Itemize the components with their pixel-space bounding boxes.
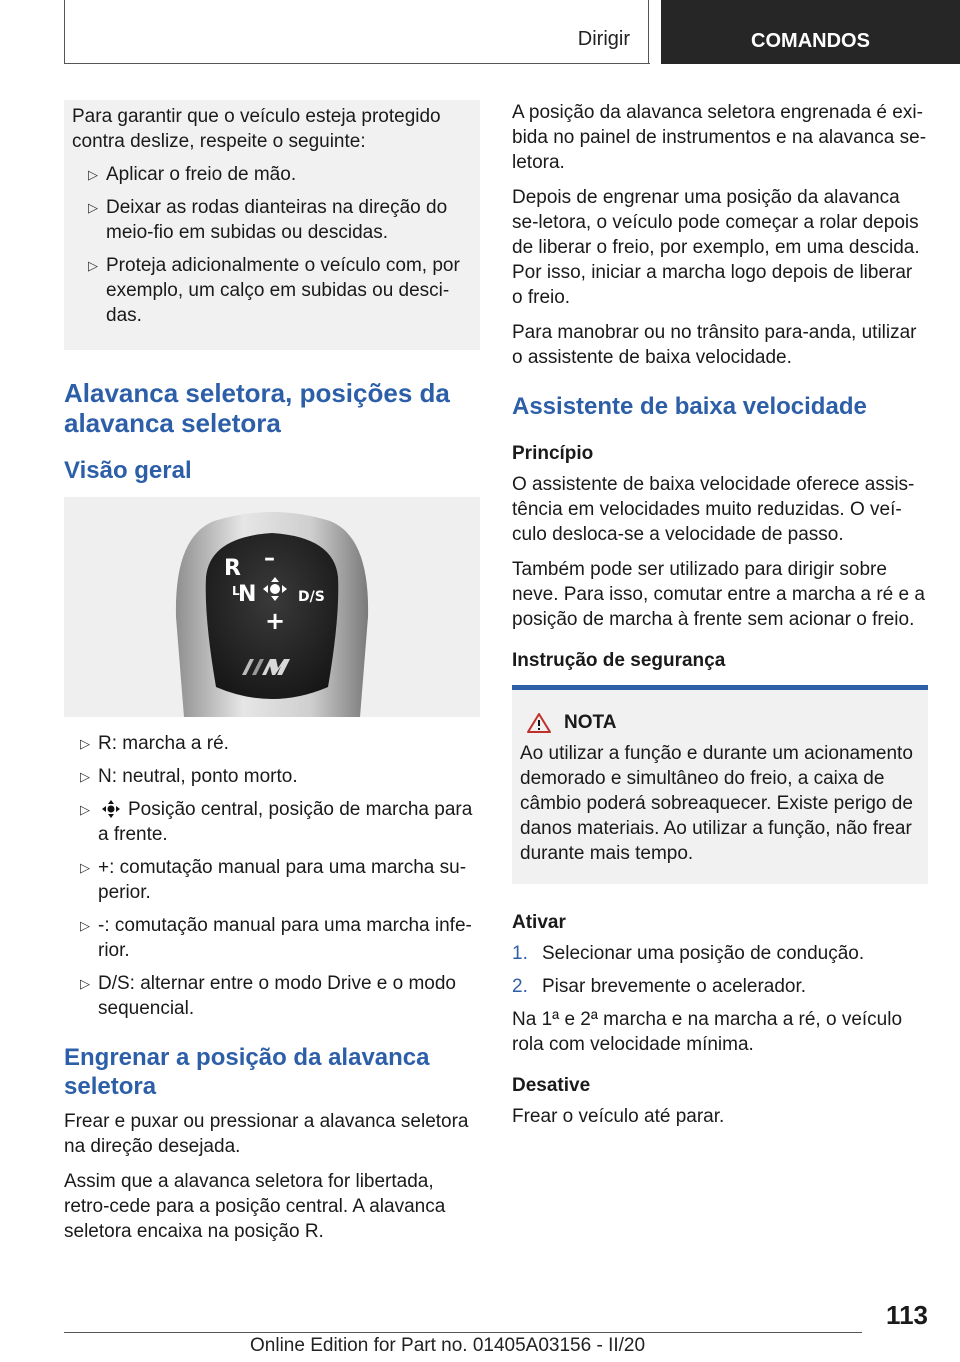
selector-positions-list — [64, 731, 480, 1021]
triangle-bullet-icon: ▷ — [80, 976, 90, 991]
triangle-bullet-icon: ▷ — [80, 769, 90, 784]
paragraph: Na 1ª e 2ª marcha e na marcha a ré, o veículo rola com velocidade mínima. — [512, 1009, 903, 1055]
triangle-bullet-icon: ▷ — [80, 802, 90, 817]
header-separator — [648, 0, 649, 64]
paragraph: O assistente de baixa velocidade oferece assis-tência em velocidades muito reduzidas. O veí-culo desloca-se a velocidade de passo. — [512, 474, 915, 545]
activate-steps — [512, 941, 928, 999]
triangle-bullet-icon: ▷ — [88, 258, 98, 273]
warning-icon — [526, 712, 552, 734]
knob-label-plus: + — [265, 607, 286, 635]
header-left-rule — [64, 0, 65, 64]
list-item: 2. Pisar brevemente o acelerador. — [512, 976, 807, 997]
paragraph: Frear o veículo até parar. — [512, 1106, 725, 1127]
paragraph: Frear e puxar ou pressionar a alavanca seletora na direção desejada. — [64, 1111, 469, 1157]
gear-knob-illustration — [64, 497, 480, 717]
activate-heading: Ativar — [512, 912, 566, 933]
list-item: ▷ D/S: alternar entre o modo Drive e o modo sequencial. — [80, 973, 457, 1019]
list-item: ▷ Aplicar o freio de mão. — [88, 164, 297, 185]
safety-box — [64, 100, 480, 350]
triangle-bullet-icon: ▷ — [88, 200, 98, 215]
list-item: 1. Selecionar uma posição de condução. — [512, 943, 865, 964]
note-title: NOTA — [520, 710, 920, 735]
page-number: 113 — [886, 1300, 928, 1330]
deactivate-heading: Desative — [512, 1075, 591, 1096]
knob-label-minus: – — [264, 546, 275, 571]
paragraph: Assim que a alavanca seletora for libertada, retro-cede para a posição central. A alavanca seletora encaixa na posição R. — [64, 1171, 446, 1242]
paragraph: Também pode ser utilizado para dirigir sobre neve. Para isso, comutar entre a marcha a ré e a posição de marcha à frente sem acionar o freio. — [512, 559, 925, 630]
box-intro: Para garantir que o veículo esteja protegido contra deslize, respeite o seguinte: — [72, 106, 441, 152]
section-heading: Alavanca seletora, posições da alavanca seletora — [64, 378, 450, 438]
triangle-bullet-icon: ▷ — [80, 736, 90, 751]
paragraph: A posição da alavanca seletora engrenada é exi-bida no painel de instrumentos e na alavanca se-letora. — [512, 102, 927, 173]
knob-label-l: L — [232, 584, 240, 598]
list-item: ▷ Proteja adicionalmente o veículo com, por exemplo, um calço em subidas ou desci-das. — [88, 255, 460, 326]
header-section: Dirigir — [577, 28, 630, 50]
paragraph: Depois de engrenar uma posição da alavanca se-letora, o veículo pode começar a rolar depois de liberar o freio, por exemplo, em uma descida. Por isso, iniciar a marcha logo depois de liberar o freio. — [512, 187, 920, 308]
safety-heading: Instrução de segurança — [512, 650, 726, 671]
list-item: ▷ -: comutação manual para uma marcha infe-rior. — [80, 915, 472, 961]
knob-label-ds: D/S — [298, 589, 325, 605]
note-text: Ao utilizar a função e durante um acionamento demorado e simultâneo do freio, a caixa de câmbio poderá sobreaquecer. Existe perigo de danos materiais. Ao utilizar a função, não frear durante mais tempo. — [520, 743, 913, 864]
note-box — [512, 685, 928, 884]
header-underline — [64, 63, 650, 64]
list-item: ▷ Deixar as rodas dianteiras na direção do meio-fio em subidas ou descidas. — [88, 197, 448, 243]
list-item: ▷ N: neutral, ponto morto. — [80, 766, 298, 787]
principle-heading: Princípio — [512, 443, 594, 464]
low-speed-assistant-heading: Assistente de baixa velocidade — [512, 393, 867, 420]
footer-rule — [64, 1332, 862, 1333]
engage-heading: Engrenar a posição da alavanca seletora — [64, 1044, 430, 1100]
triangle-bullet-icon: ▷ — [88, 167, 98, 182]
right-column — [512, 100, 928, 1139]
header-chapter: COMANDOS — [661, 0, 960, 64]
center-position-icon — [100, 800, 122, 818]
triangle-bullet-icon: ▷ — [80, 860, 90, 875]
list-item: ▷ R: marcha a ré. — [80, 733, 229, 754]
gear-selector-figure — [64, 497, 480, 717]
list-item: ▷ +: comutação manual para uma marcha su-perior. — [80, 857, 467, 903]
triangle-bullet-icon: ▷ — [80, 918, 90, 933]
footer-edition: Online Edition for Part no. 01405A03156 - II/20 — [250, 1335, 646, 1356]
list-item: ▷ Posição central, posição de marcha para a frente. — [80, 799, 473, 845]
box-list — [72, 162, 472, 328]
knob-label-r: R — [224, 556, 241, 581]
knob-label-n: N — [238, 582, 257, 607]
paragraph: Para manobrar ou no trânsito para-anda, utilizar o assistente de baixa velocidade. — [512, 322, 917, 368]
left-column — [64, 100, 480, 1254]
overview-heading: Visão geral — [64, 457, 192, 484]
